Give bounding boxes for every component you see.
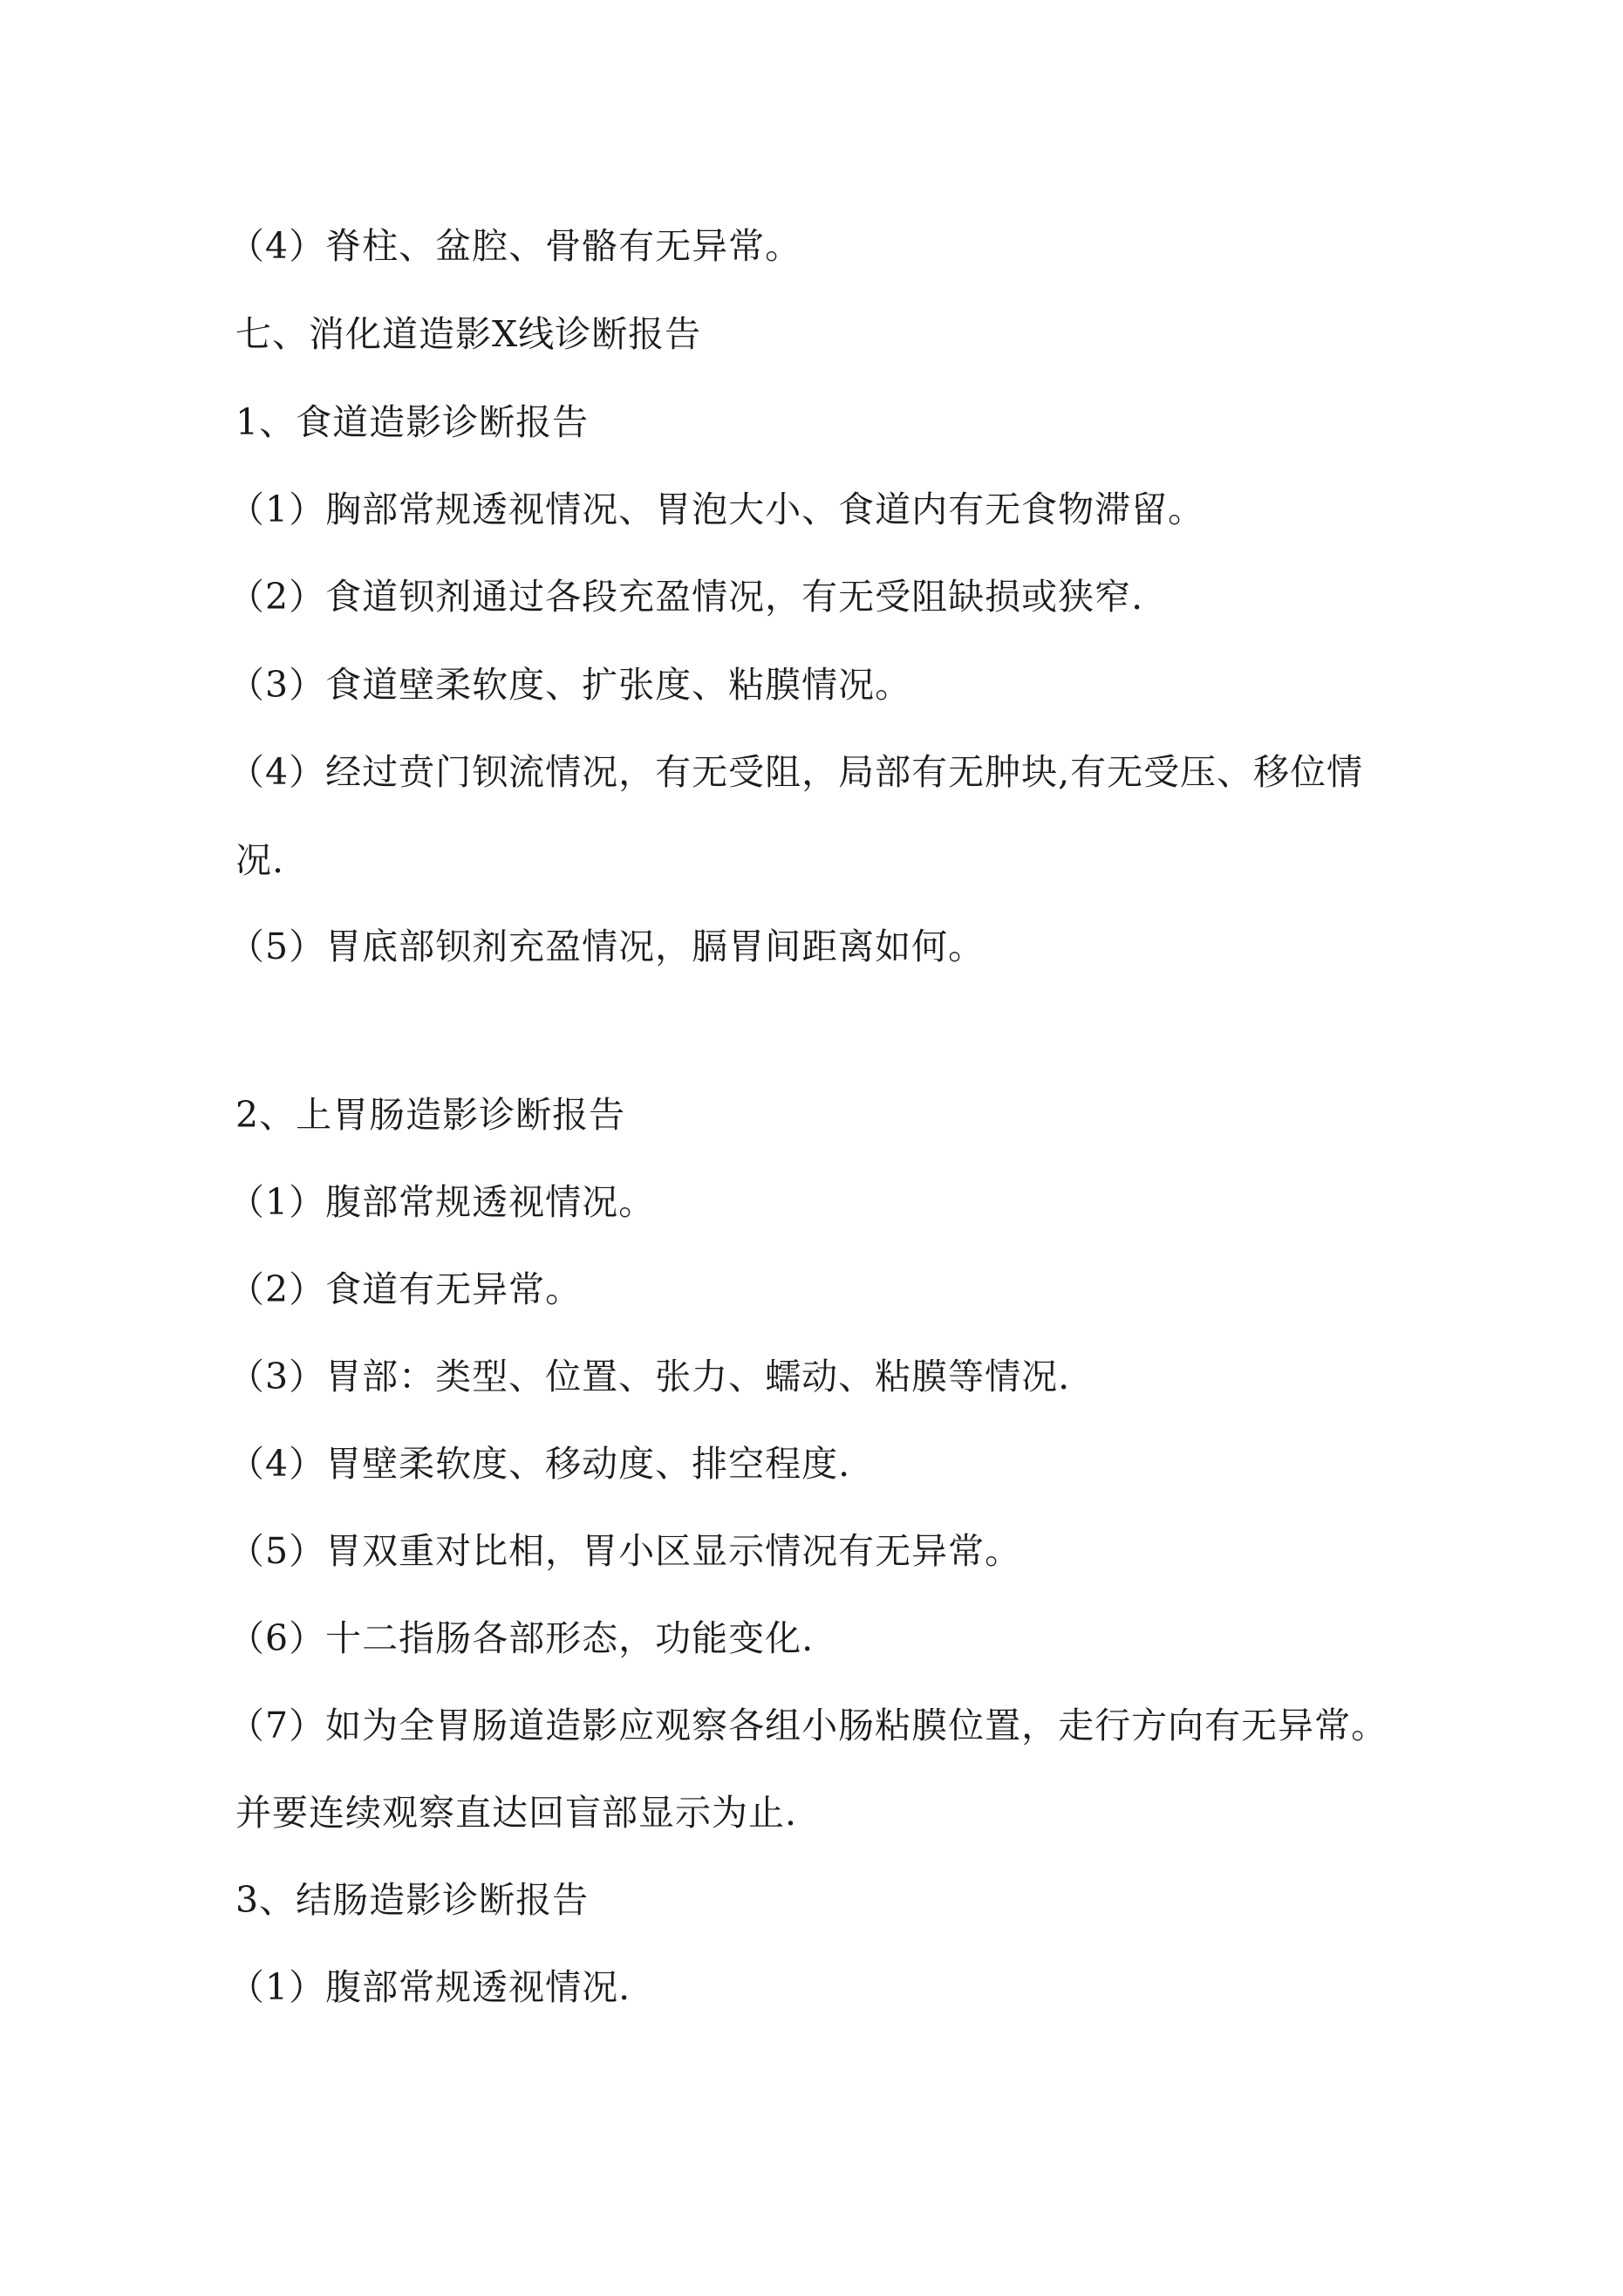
- paragraph-upper-gi-7-cont: 并要连续观察直达回盲部显示为止.: [235, 1792, 798, 1834]
- subsection-heading-esophagus: 1、食道造影诊断报告: [235, 401, 590, 443]
- paragraph-upper-gi-3: （3）胃部：类型、位置、张力、蠕动、粘膜等情况.: [228, 1356, 1071, 1397]
- paragraph-esophagus-2: （2）食道钡剂通过各段充盈情况，有无受阻缺损或狭窄.: [228, 576, 1144, 618]
- paragraph-upper-gi-4: （4）胃壁柔软度、移动度、排空程度.: [228, 1443, 851, 1485]
- paragraph-esophagus-5: （5）胃底部钡剂充盈情况，膈胃间距离如何。: [228, 926, 985, 967]
- paragraph-upper-gi-7: （7）如为全胃肠道造影应观察各组小肠粘膜位置，走行方向有无异常。: [228, 1705, 1388, 1746]
- paragraph-upper-gi-2: （2）食道有无异常。: [228, 1268, 583, 1310]
- subsection-heading-colon: 3、结肠造影诊断报告: [235, 1879, 590, 1921]
- section-heading-gi-contrast: 七、消化道造影X线诊断报告: [235, 313, 702, 355]
- paragraph-colon-1: （1）腹部常规透视情况.: [228, 1966, 631, 2008]
- paragraph-esophagus-3: （3）食道壁柔软度、扩张度、粘膜情况。: [228, 664, 912, 706]
- paragraph-spine-pelvis: （4）脊柱、盆腔、骨骼有无异常。: [228, 225, 802, 267]
- paragraph-upper-gi-6: （6）十二指肠各部形态，功能变化.: [228, 1617, 815, 1659]
- subsection-heading-upper-gi: 2、上胃肠造影诊断报告: [235, 1094, 626, 1136]
- paragraph-esophagus-4-cont: 况.: [235, 839, 285, 881]
- paragraph-esophagus-4: （4）经过贲门钡流情况，有无受阻，局部有无肿块,有无受压、移位情: [228, 751, 1364, 793]
- paragraph-upper-gi-1: （1）腹部常规透视情况。: [228, 1181, 656, 1223]
- paragraph-upper-gi-5: （5）胃双重对比相，胃小区显示情况有无异常。: [228, 1530, 1022, 1572]
- paragraph-esophagus-1: （1）胸部常规透视情况、胃泡大小、食道内有无食物滞留。: [228, 489, 1205, 530]
